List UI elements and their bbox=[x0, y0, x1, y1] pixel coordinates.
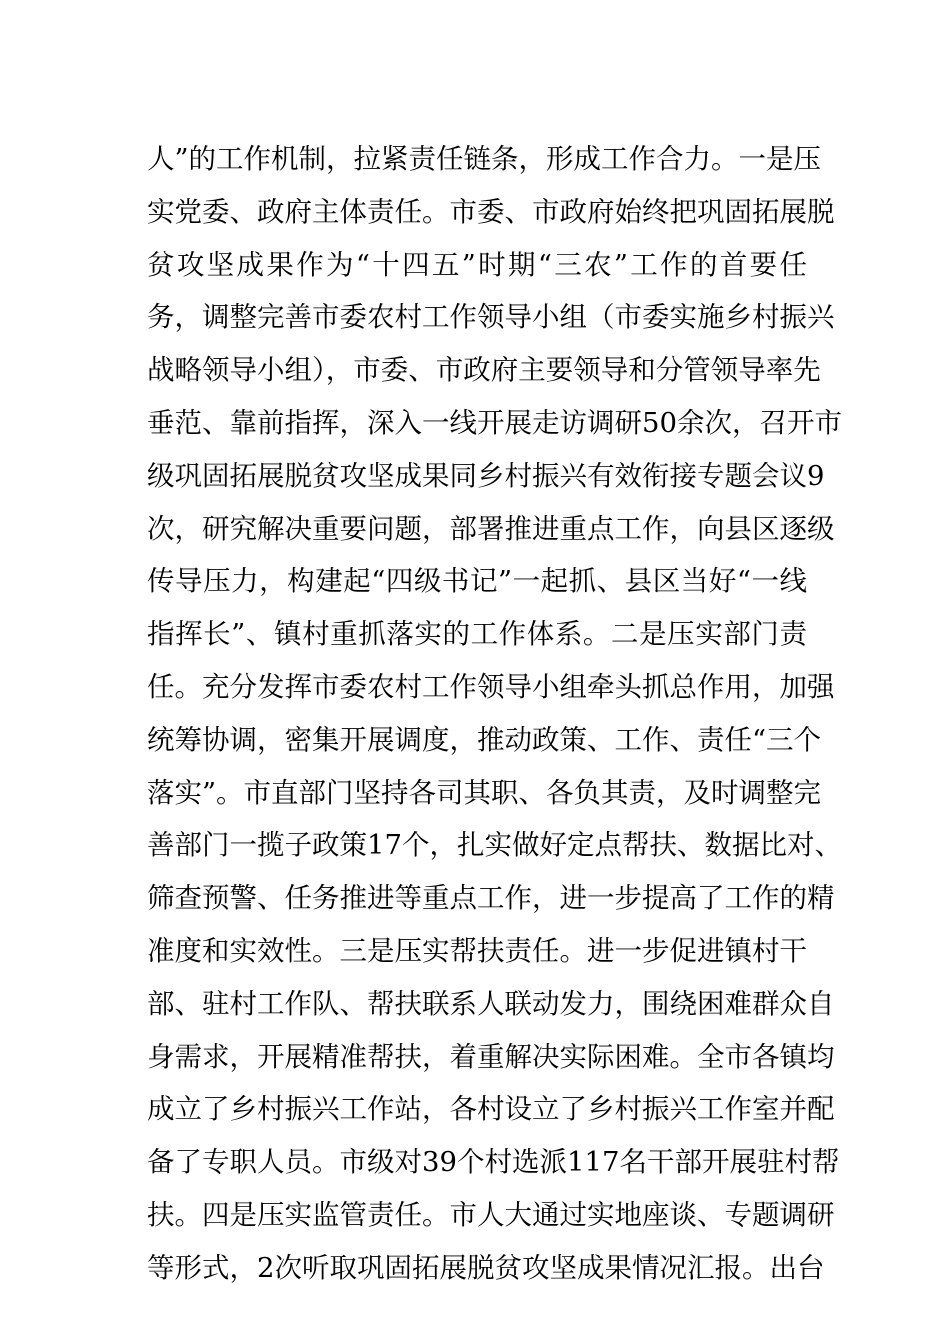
text-line: 等形式，2次听取巩固拓展脱贫攻坚成果情况汇报。出台 bbox=[147, 1251, 825, 1284]
text-line: 级巩固拓展脱贫攻坚成果同乡村振兴有效衔接专题会议9 bbox=[147, 459, 825, 492]
text-line: 成立了乡村振兴工作站，各村设立了乡村振兴工作室并配 bbox=[147, 1093, 835, 1126]
text-line: 务，调整完善市委农村工作领导小组（市委实施乡村振兴 bbox=[147, 301, 835, 334]
text-line: 战略领导小组），市委、市政府主要领导和分管领导率先 bbox=[147, 354, 821, 387]
text-line: 人”的工作机制，拉紧责任链条，形成工作合力。一是压 bbox=[147, 143, 822, 175]
text-line: 任。充分发挥市委农村工作领导小组牵头抓总作用，加强 bbox=[147, 670, 835, 703]
text-line: 次，研究解决重要问题，部署推进重点工作，向县区逐级 bbox=[147, 512, 835, 545]
text-line: 指挥长”、镇村重抓落实的工作体系。二是压实部门责 bbox=[147, 618, 807, 651]
text-line: 准度和实效性。三是压实帮扶责任。进一步促进镇村干 bbox=[147, 934, 807, 967]
text-line: 统筹协调，密集开展调度，推动政策、工作、责任“三个 bbox=[147, 723, 822, 756]
text-line: 传导压力，构建起“四级书记”一起抓、县区当好“一线 bbox=[147, 565, 807, 598]
text-line: 落实”。市直部门坚持各司其职、各负其责，及时调整完 bbox=[147, 776, 822, 809]
body-paragraph bbox=[147, 133, 842, 1295]
text-line: 贫攻坚成果作为“十四五”时期“三农”工作的首要任 bbox=[147, 248, 807, 281]
text-line: 身需求，开展精准帮扶，着重解决实际困难。全市各镇均 bbox=[147, 1040, 835, 1073]
text-line: 备了专职人员。市级对39个村选派117名干部开展驻村帮 bbox=[147, 1146, 840, 1179]
text-line: 扶。四是压实监管责任。市人大通过实地座谈、专题调研 bbox=[147, 1198, 835, 1231]
text-line: 善部门一揽子政策17个，扎实做好定点帮扶、数据比对、 bbox=[147, 829, 842, 862]
text-line: 部、驻村工作队、帮扶联系人联动发力，围绕困难群众自 bbox=[147, 987, 835, 1020]
text-line: 筛查预警、任务推进等重点工作，进一步提高了工作的精 bbox=[147, 882, 835, 915]
text-line: 实党委、政府主体责任。市委、市政府始终把巩固拓展脱 bbox=[147, 195, 835, 228]
text-line: 垂范、靠前指挥，深入一线开展走访调研50余次，召开市 bbox=[147, 406, 842, 439]
